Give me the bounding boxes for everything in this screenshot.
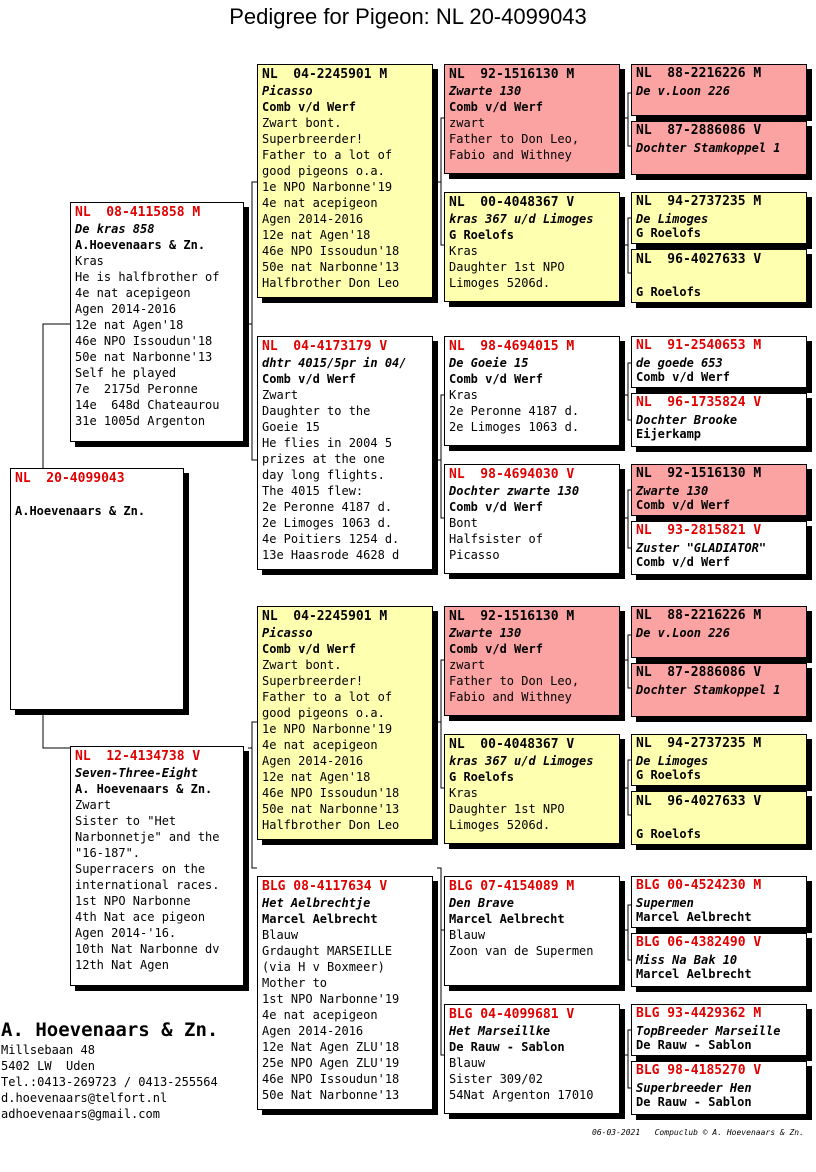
info-line: 4e Poitiers 1254 d. bbox=[262, 532, 400, 546]
info-line: Sister to "Het bbox=[75, 814, 177, 828]
page-title: Pedigree for Pigeon: NL 20-4099043 bbox=[229, 4, 587, 29]
breeder-name: Comb v/d Werf bbox=[636, 555, 730, 569]
breeder-name: Marcel Aelbrecht bbox=[636, 967, 752, 981]
pigeon-card-g14[interactable] bbox=[631, 933, 807, 987]
breeder-name: G Roelofs bbox=[636, 768, 702, 782]
ring-number: NL 00-4048367 V bbox=[449, 195, 575, 210]
info-line: Agen 2014-'16. bbox=[75, 926, 177, 940]
info-line: 50e nat Narbonne'13 bbox=[262, 802, 400, 816]
info-line: Agen 2014-2016 bbox=[262, 1024, 364, 1038]
info-line: Father to a lot of bbox=[262, 690, 393, 704]
info-line: 1st NPO Narbonne'19 bbox=[262, 992, 400, 1006]
ring-number: NL 04-2245901 M bbox=[262, 67, 388, 82]
owner-postcode-city: 5402 LW Uden bbox=[1, 1059, 95, 1073]
owner-name: A. Hoevenaars & Zn. bbox=[1, 1019, 219, 1041]
info-line: Daughter 1st NPO bbox=[449, 260, 565, 274]
info-line: (via H v Boxmeer) bbox=[262, 960, 385, 974]
ring-number: NL 88-2216226 M bbox=[636, 66, 762, 81]
info-line: 2e Limoges 1063 d. bbox=[262, 516, 393, 530]
ring-number: BLG 06-4382490 V bbox=[636, 935, 762, 950]
breeder-name: De Rauw - Sablon bbox=[636, 1095, 752, 1109]
info-line: Limoges 5206d. bbox=[449, 276, 551, 290]
ring-number: NL 93-2815821 V bbox=[636, 523, 762, 538]
pigeon-name: De v.Loon 226 bbox=[636, 626, 730, 640]
spacer bbox=[636, 268, 802, 284]
info-line: 14e 648d Chateaurou bbox=[75, 398, 220, 412]
info-line: Narbonnetje" and the bbox=[75, 830, 220, 844]
ring-number: NL 98-4694030 V bbox=[449, 467, 575, 482]
spacer bbox=[15, 487, 179, 503]
breeder-name: Comb v/d Werf bbox=[636, 370, 730, 384]
ring-number: NL 20-4099043 bbox=[15, 471, 125, 486]
spacer bbox=[636, 810, 802, 826]
pigeon-name: Zwarte 130 bbox=[449, 84, 522, 98]
pigeon-card-sire-sire[interactable] bbox=[257, 64, 433, 298]
ring-number: NL 96-1735824 V bbox=[636, 395, 762, 410]
pigeon-card-sds[interactable] bbox=[444, 336, 620, 446]
info-line: Kras bbox=[75, 254, 104, 268]
info-line: 13e Haasrode 4628 d bbox=[262, 548, 400, 562]
info-line: Picasso bbox=[449, 548, 500, 562]
ring-number: NL 94-2737235 M bbox=[636, 736, 762, 751]
ring-number: NL 87-2886086 V bbox=[636, 123, 762, 138]
owner-street: Millsebaan 48 bbox=[1, 1043, 95, 1057]
breeder-name: Comb v/d Werf bbox=[262, 100, 356, 114]
pigeon-card-g9[interactable] bbox=[631, 606, 807, 658]
breeder-name: Comb v/d Werf bbox=[262, 642, 356, 656]
info-line: Sister 309/02 bbox=[449, 1072, 543, 1086]
info-line: good pigeons o.a. bbox=[262, 164, 385, 178]
pigeon-name: Supermen bbox=[636, 896, 694, 910]
breeder-name: G Roelofs bbox=[636, 827, 702, 841]
ring-number: NL 92-1516130 M bbox=[636, 466, 762, 481]
info-line: Superracers on the bbox=[75, 862, 206, 876]
info-line: 4th Nat ace pigeon bbox=[75, 910, 206, 924]
ring-number: BLG 00-4524230 M bbox=[636, 878, 762, 893]
pigeon-card-dam-dam[interactable] bbox=[257, 876, 433, 1110]
pigeon-name: Picasso bbox=[262, 84, 313, 98]
pigeon-name: Het Aelbrechtje bbox=[262, 896, 371, 910]
ring-number: BLG 04-4099681 V bbox=[449, 1007, 575, 1022]
pigeon-name: Zwarte 130 bbox=[449, 626, 522, 640]
ring-number: NL 88-2216226 M bbox=[636, 608, 762, 623]
info-line: 46e NPO Issoudun'18 bbox=[262, 786, 400, 800]
pigeon-card-dam[interactable] bbox=[70, 746, 244, 986]
info-line: Father to a lot of bbox=[262, 148, 393, 162]
owner-address-block bbox=[1, 1018, 218, 1122]
ring-number: NL 12-4134738 V bbox=[75, 749, 201, 764]
pigeon-card-g10[interactable] bbox=[631, 663, 807, 717]
info-line: Halfbrother Don Leo bbox=[262, 818, 400, 832]
owner-email-2[interactable]: adhoevenaars@gmail.com bbox=[1, 1107, 160, 1121]
breeder-name: G Roelofs bbox=[449, 770, 515, 784]
pigeon-name: Dochter Brooke bbox=[636, 413, 738, 427]
breeder-name: Comb v/d Werf bbox=[636, 498, 730, 512]
info-line: 54Nat Argenton 17010 bbox=[449, 1088, 594, 1102]
ring-number: BLG 93-4429362 M bbox=[636, 1006, 762, 1021]
info-line: Halfbrother Don Leo bbox=[262, 276, 400, 290]
pigeon-card-g16[interactable] bbox=[631, 1061, 807, 1115]
breeder-name: G Roelofs bbox=[636, 226, 702, 240]
info-line: Father to Don Leo, bbox=[449, 132, 580, 146]
info-line: 46e NPO Issoudun'18 bbox=[262, 1072, 400, 1086]
pigeon-card-g6[interactable] bbox=[631, 393, 807, 447]
info-line: 50e nat Narbonne'13 bbox=[262, 260, 400, 274]
info-line: zwart bbox=[449, 116, 486, 130]
info-line: Zwart bbox=[262, 388, 299, 402]
breeder-name: Comb v/d Werf bbox=[449, 500, 543, 514]
info-line: Mother to bbox=[262, 976, 328, 990]
pigeon-name: Zuster "GLADIATOR" bbox=[636, 541, 767, 555]
breeder-name: Comb v/d Werf bbox=[449, 642, 543, 656]
pigeon-card-sdd[interactable] bbox=[444, 464, 620, 574]
info-line: Daughter 1st NPO bbox=[449, 802, 565, 816]
info-line: 1e NPO Narbonne'19 bbox=[262, 180, 393, 194]
info-line: Superbreerder! bbox=[262, 674, 364, 688]
info-line: 12e nat Agen'18 bbox=[262, 228, 371, 242]
info-line: Fabio and Withney bbox=[449, 690, 572, 704]
pigeon-card-sire-dam[interactable] bbox=[257, 336, 433, 570]
info-line: 10th Nat Narbonne dv bbox=[75, 942, 220, 956]
pigeon-card-ddd[interactable] bbox=[444, 1004, 620, 1114]
ring-number: NL 04-2245901 M bbox=[262, 609, 388, 624]
info-line: 2e Peronne 4187 d. bbox=[449, 404, 580, 418]
info-line: Kras bbox=[449, 388, 478, 402]
pigeon-name: Miss Na Bak 10 bbox=[636, 953, 738, 967]
info-line: "16-187". bbox=[75, 846, 141, 860]
pigeon-name: de goede 653 bbox=[636, 356, 723, 370]
info-line: 1e NPO Narbonne'19 bbox=[262, 722, 393, 736]
pigeon-card-dsd[interactable] bbox=[444, 734, 620, 844]
info-line: Kras bbox=[449, 786, 478, 800]
info-line: 12e Nat Agen ZLU'18 bbox=[262, 1040, 400, 1054]
info-line: zwart bbox=[449, 658, 486, 672]
info-line: 4e nat acepigeon bbox=[262, 738, 378, 752]
info-line: 1st NPO Narbonne bbox=[75, 894, 191, 908]
info-line: 2e Limoges 1063 d. bbox=[449, 420, 580, 434]
info-line: international races. bbox=[75, 878, 220, 892]
pigeon-name: kras 367 u/d Limoges bbox=[449, 212, 594, 226]
info-line: He is halfbrother of bbox=[75, 270, 220, 284]
pigeon-card-sire[interactable] bbox=[70, 202, 244, 442]
info-line: Self he played bbox=[75, 366, 177, 380]
info-line: 4e nat acepigeon bbox=[262, 1008, 378, 1022]
pigeon-name: De Limoges bbox=[636, 754, 709, 768]
info-line: Father to Don Leo, bbox=[449, 674, 580, 688]
pigeon-name: kras 367 u/d Limoges bbox=[449, 754, 594, 768]
pigeon-name: Zwarte 130 bbox=[636, 484, 709, 498]
breeder-name: Comb v/d Werf bbox=[262, 372, 356, 386]
pigeon-card-g4[interactable] bbox=[631, 249, 807, 303]
info-line: Grdaught MARSEILLE bbox=[262, 944, 393, 958]
pigeon-card-sss[interactable] bbox=[444, 64, 620, 174]
pigeon-name: Dochter zwarte 130 bbox=[449, 484, 580, 498]
breeder-name: Marcel Aelbrecht bbox=[262, 912, 378, 926]
info-line: Agen 2014-2016 bbox=[262, 212, 364, 226]
pigeon-card-g15[interactable] bbox=[631, 1004, 807, 1056]
pigeon-card-dds[interactable] bbox=[444, 876, 620, 986]
breeder-name: G Roelofs bbox=[449, 228, 515, 242]
info-line: 2e Peronne 4187 d. bbox=[262, 500, 393, 514]
info-line: 12e nat Agen'18 bbox=[75, 318, 184, 332]
pigeon-name: Het Marseillke bbox=[449, 1024, 551, 1038]
breeder-name: A.Hoevenaars & Zn. bbox=[15, 504, 146, 518]
info-line: Fabio and Withney bbox=[449, 148, 572, 162]
breeder-name: G Roelofs bbox=[636, 285, 702, 299]
info-line: Limoges 5206d. bbox=[449, 818, 551, 832]
ring-number: NL 87-2886086 V bbox=[636, 665, 762, 680]
info-line: 4e nat acepigeon bbox=[262, 196, 378, 210]
info-line: 12th Nat Agen bbox=[75, 958, 169, 972]
info-line: Blauw bbox=[262, 928, 299, 942]
breeder-name: Comb v/d Werf bbox=[449, 100, 543, 114]
info-line: day long flights. bbox=[262, 468, 385, 482]
pigeon-card-g2[interactable] bbox=[631, 121, 807, 175]
ring-number: NL 04-4173179 V bbox=[262, 339, 388, 354]
info-line: Zwart bont. bbox=[262, 116, 342, 130]
pigeon-name: De Goeie 15 bbox=[449, 356, 529, 370]
pigeon-card-g12[interactable] bbox=[631, 791, 807, 845]
ring-number: NL 00-4048367 V bbox=[449, 737, 575, 752]
info-line: good pigeons o.a. bbox=[262, 706, 385, 720]
info-line: Zwart bont. bbox=[262, 658, 342, 672]
pigeon-name: Seven-Three-Eight bbox=[75, 766, 198, 780]
info-line: Blauw bbox=[449, 928, 486, 942]
ring-number: NL 08-4115858 M bbox=[75, 205, 201, 220]
breeder-name: Comb v/d Werf bbox=[449, 372, 543, 386]
info-line: Agen 2014-2016 bbox=[75, 302, 177, 316]
info-line: Daughter to the bbox=[262, 404, 371, 418]
pigeon-card-g8[interactable] bbox=[631, 521, 807, 575]
info-line: 50e Nat Narbonne'13 bbox=[262, 1088, 400, 1102]
info-line: 46e NPO Issoudun'18 bbox=[75, 334, 213, 348]
pigeon-card-g13[interactable] bbox=[631, 876, 807, 928]
info-line: Goeie 15 bbox=[262, 420, 320, 434]
pigeon-name: Picasso bbox=[262, 626, 313, 640]
ring-number: NL 92-1516130 M bbox=[449, 67, 575, 82]
pigeon-card-g3[interactable] bbox=[631, 192, 807, 244]
pigeon-name: De kras 858 bbox=[75, 222, 155, 236]
info-line: 31e 1005d Argenton bbox=[75, 414, 206, 428]
owner-email[interactable]: d.hoevenaars@telfort.nl bbox=[1, 1091, 168, 1105]
info-line: Zoon van de Supermen bbox=[449, 944, 594, 958]
breeder-name: A. Hoevenaars & Zn. bbox=[75, 782, 213, 796]
pigeon-name: De Limoges bbox=[636, 212, 709, 226]
info-line: The 4015 flew: bbox=[262, 484, 364, 498]
info-line: 12e nat Agen'18 bbox=[262, 770, 371, 784]
breeder-name: De Rauw - Sablon bbox=[449, 1040, 565, 1054]
ring-number: BLG 98-4185270 V bbox=[636, 1063, 762, 1078]
pigeon-name: Den Brave bbox=[449, 896, 515, 910]
pigeon-name: Superbreeder Hen bbox=[636, 1081, 752, 1095]
pigeon-name: dhtr 4015/5pr in 04/ bbox=[262, 356, 407, 370]
footer-credit: 06-03-2021 Compuclub © A. Hoevenaars & Zn. bbox=[592, 1128, 804, 1137]
info-line: Bont bbox=[449, 516, 478, 530]
info-line: Halfsister of bbox=[449, 532, 543, 546]
ring-number: NL 96-4027633 V bbox=[636, 794, 762, 809]
pigeon-card-g1[interactable] bbox=[631, 64, 807, 116]
info-line: Kras bbox=[449, 244, 478, 258]
info-line: prizes at the one bbox=[262, 452, 385, 466]
info-line: Agen 2014-2016 bbox=[262, 754, 364, 768]
pigeon-card-g5[interactable] bbox=[631, 336, 807, 388]
pigeon-name: Dochter Stamkoppel 1 bbox=[636, 683, 781, 697]
breeder-name: Eijerkamp bbox=[636, 427, 702, 441]
breeder-name: A.Hoevenaars & Zn. bbox=[75, 238, 206, 252]
pigeon-name: De v.Loon 226 bbox=[636, 84, 730, 98]
pigeon-card-dss[interactable] bbox=[444, 606, 620, 716]
breeder-name: Marcel Aelbrecht bbox=[636, 910, 752, 924]
pigeon-card-dam-sire[interactable] bbox=[257, 606, 433, 840]
info-line: 7e 2175d Peronne bbox=[75, 382, 198, 396]
info-line: 4e nat acepigeon bbox=[75, 286, 191, 300]
pigeon-name: Dochter Stamkoppel 1 bbox=[636, 141, 781, 155]
pigeon-card-g7[interactable] bbox=[631, 464, 807, 516]
breeder-name: Marcel Aelbrecht bbox=[449, 912, 565, 926]
ring-number: NL 98-4694015 M bbox=[449, 339, 575, 354]
info-line: 46e NPO Issoudun'18 bbox=[262, 244, 400, 258]
info-line: 25e NPO Agen ZLU'19 bbox=[262, 1056, 400, 1070]
owner-phone: Tel.:0413-269723 / 0413-255564 bbox=[1, 1075, 218, 1089]
ring-number: NL 91-2540653 M bbox=[636, 338, 762, 353]
info-line: He flies in 2004 5 bbox=[262, 436, 393, 450]
ring-number: BLG 07-4154089 M bbox=[449, 879, 575, 894]
ring-number: BLG 08-4117634 V bbox=[262, 879, 388, 894]
ring-number: NL 96-4027633 V bbox=[636, 252, 762, 267]
info-line: Blauw bbox=[449, 1056, 486, 1070]
info-line: Zwart bbox=[75, 798, 112, 812]
pigeon-card-ssd[interactable] bbox=[444, 192, 620, 302]
info-line: 50e nat Narbonne'13 bbox=[75, 350, 213, 364]
ring-number: NL 94-2737235 M bbox=[636, 194, 762, 209]
ring-number: NL 92-1516130 M bbox=[449, 609, 575, 624]
pigeon-name: TopBreeder Marseille bbox=[636, 1024, 781, 1038]
pigeon-card-g11[interactable] bbox=[631, 734, 807, 786]
pigeon-card-subject[interactable] bbox=[10, 468, 184, 710]
breeder-name: De Rauw - Sablon bbox=[636, 1038, 752, 1052]
info-line: Superbreerder! bbox=[262, 132, 364, 146]
